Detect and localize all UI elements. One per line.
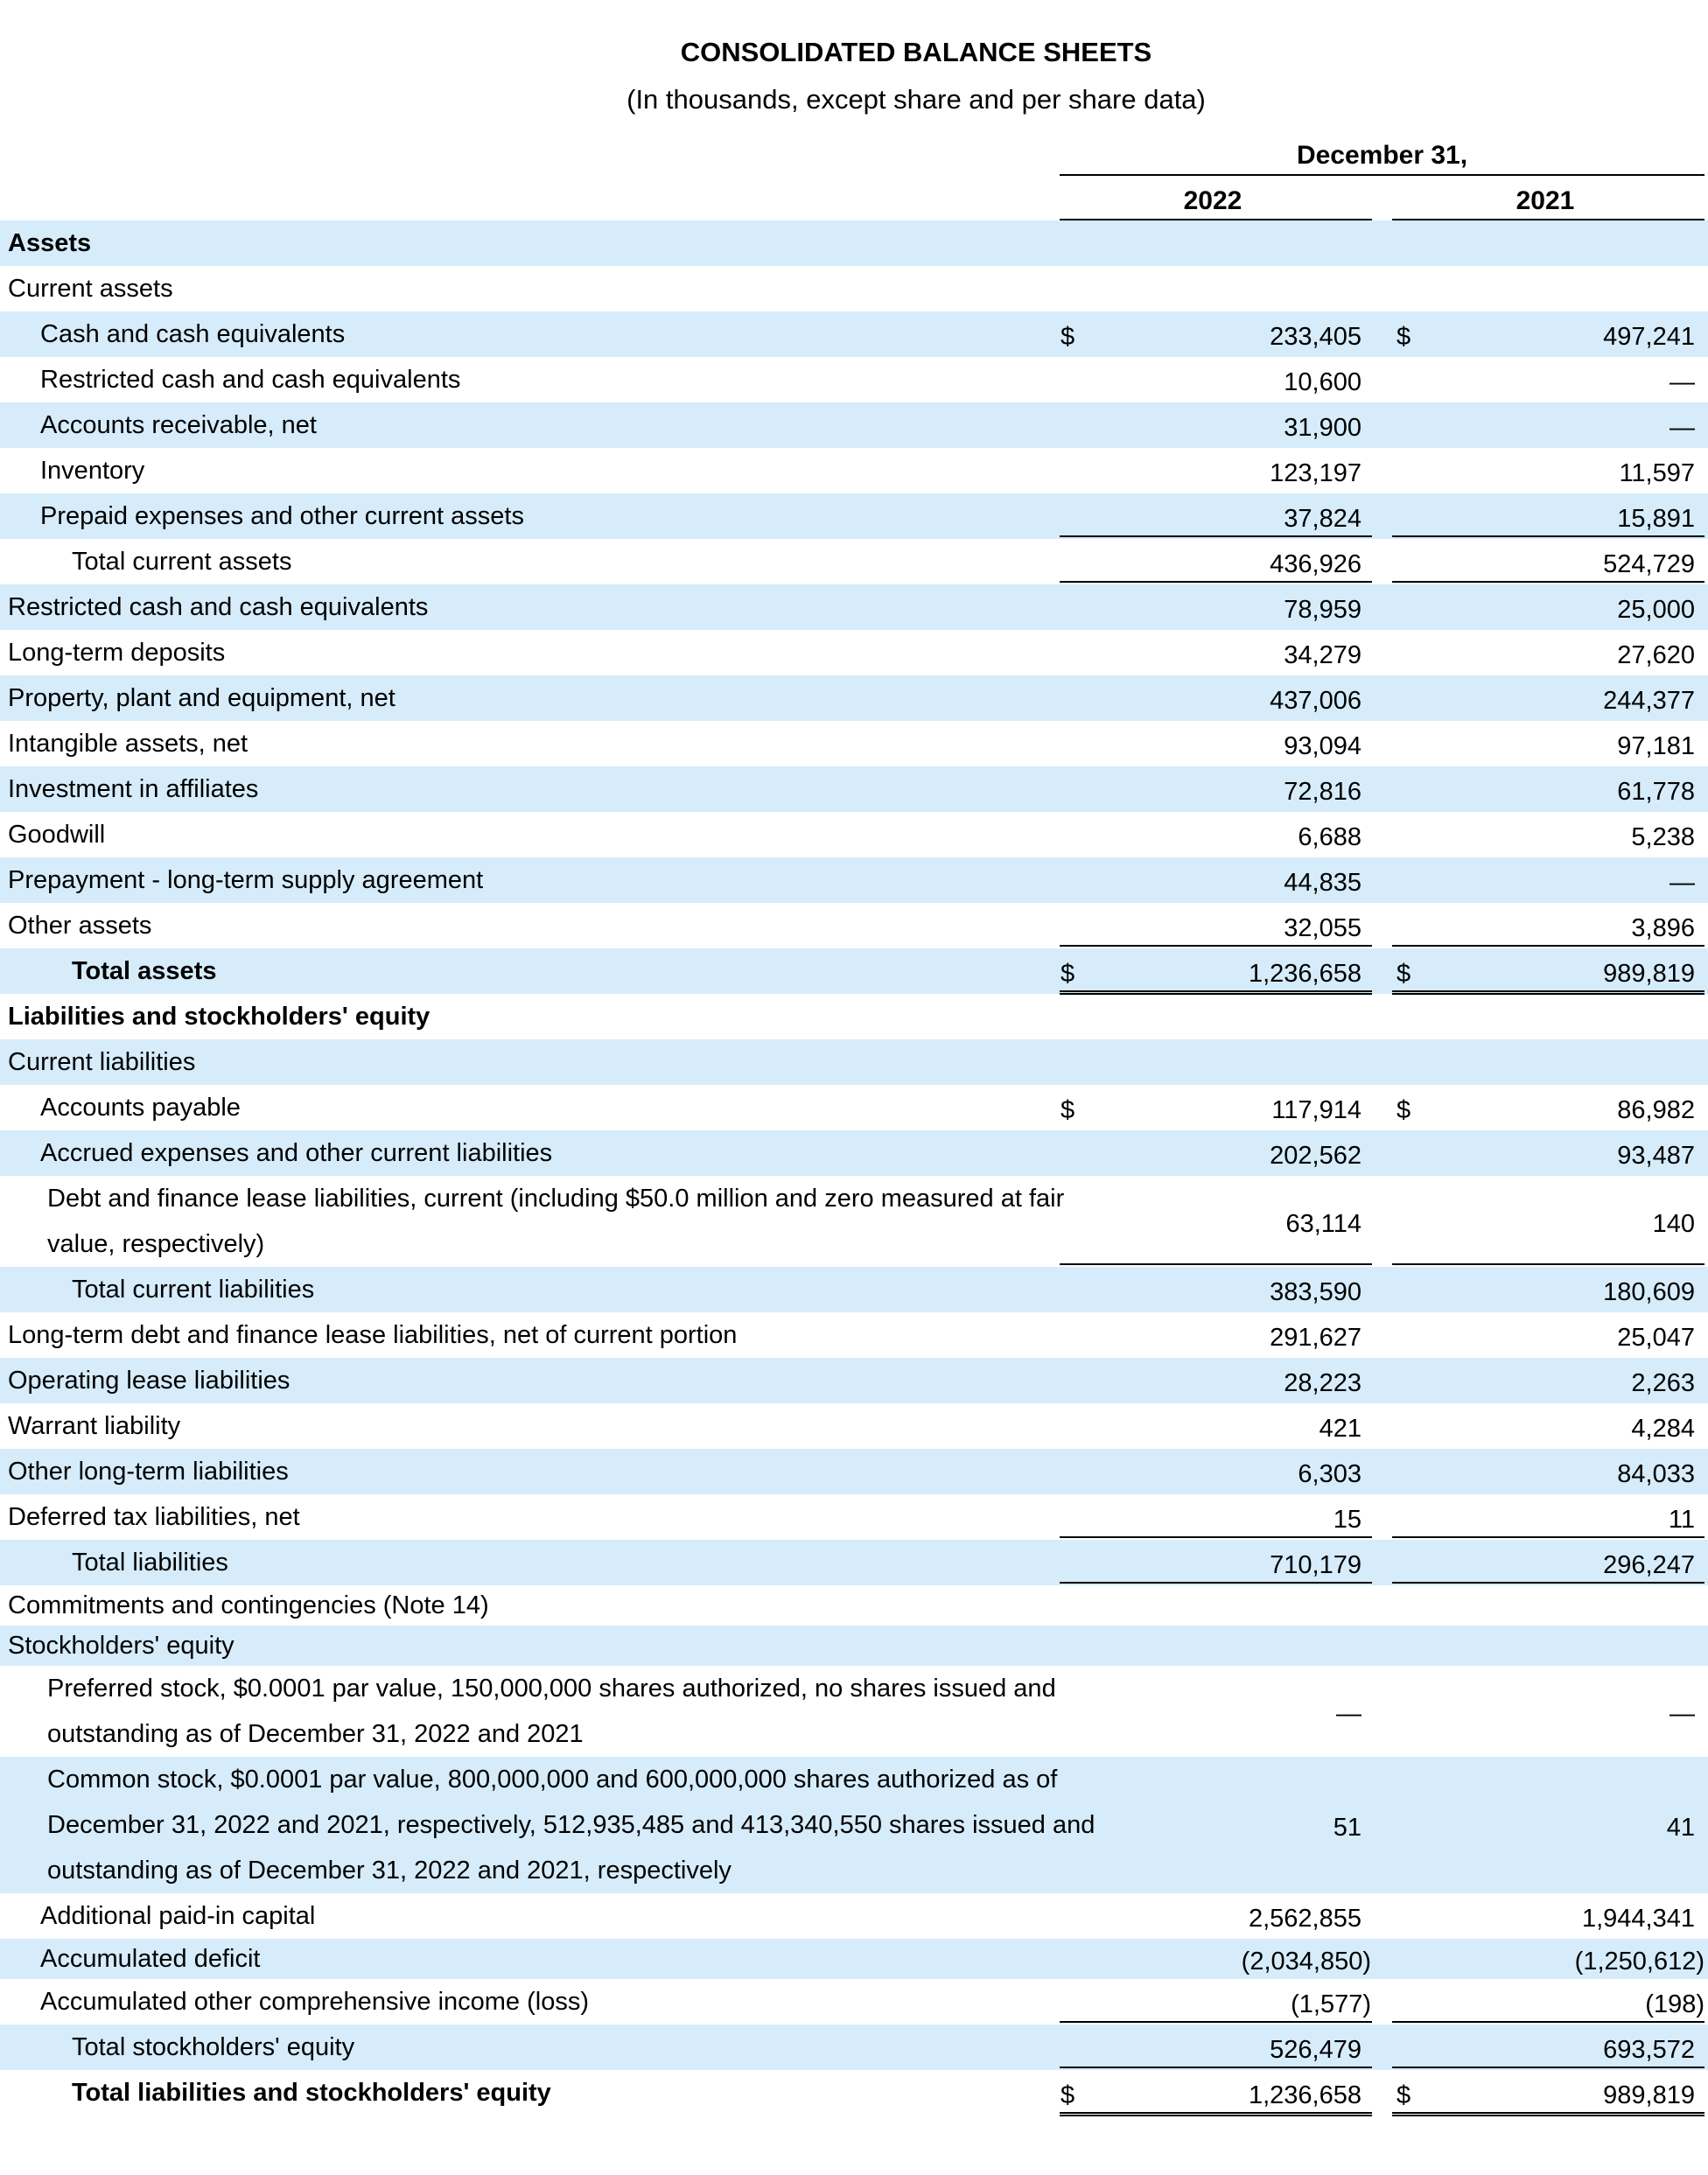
row-label-text: Inventory — [40, 457, 145, 485]
row-label-text: Total stockholders' equity — [72, 2033, 355, 2061]
table-row — [0, 675, 1708, 721]
row-label-text: Stockholders' equity — [8, 1632, 234, 1660]
row-label-text: Other long-term liabilities — [8, 1458, 289, 1486]
value-2021: — — [1670, 367, 1695, 396]
value-2022: 51 — [1333, 1813, 1362, 1842]
table-row — [0, 220, 1708, 266]
value-2022: 233,405 — [1270, 322, 1362, 351]
page-subtitle: (In thousands, except share and per share data) — [626, 84, 1206, 115]
subtotal-underline — [1392, 2067, 1704, 2068]
table-row — [0, 1176, 1708, 1267]
row-label-text: Accumulated deficit — [40, 1945, 261, 1973]
value-2022: 437,006 — [1270, 686, 1362, 715]
value-2022: 6,688 — [1298, 822, 1362, 851]
value-2022: — — [1336, 1699, 1362, 1728]
value-2021: 244,377 — [1603, 686, 1695, 715]
value-2022: 32,055 — [1284, 913, 1362, 942]
row-label-text: Commitments and contingencies (Note 14) — [8, 1591, 489, 1619]
value-2021: 296,247 — [1603, 1550, 1695, 1579]
subtotal-underline — [1060, 535, 1372, 537]
table-row — [0, 1403, 1708, 1449]
table-row — [0, 1130, 1708, 1176]
value-2021: 989,819 — [1603, 959, 1695, 988]
table-row — [0, 539, 1708, 584]
table-row — [0, 448, 1708, 493]
table-row — [0, 812, 1708, 857]
value-2021: 497,241 — [1603, 322, 1695, 351]
value-2022: 383,590 — [1270, 1277, 1362, 1306]
subtotal-underline — [1060, 2021, 1372, 2023]
value-2021: 5,238 — [1631, 822, 1695, 851]
row-label-text: Intangible assets, net — [8, 730, 248, 758]
value-2022: 10,600 — [1284, 367, 1362, 396]
value-2022: 123,197 — [1270, 458, 1362, 487]
row-label-text: Other assets — [8, 912, 152, 940]
row-label — [0, 1939, 1095, 1979]
table-row — [0, 1979, 1708, 2025]
row-label — [0, 630, 1062, 675]
value-2021: 84,033 — [1617, 1459, 1695, 1488]
row-label-text: Preferred stock, $0.0001 par value, 150,000,000 shares authorized, no shares issued and outstanding as of December 31, 2022 and 2021 — [47, 1675, 1056, 1748]
table-row — [0, 994, 1708, 1039]
value-2022: 526,479 — [1270, 2035, 1362, 2064]
row-label-text: Liabilities and stockholders' equity — [8, 1003, 430, 1031]
value-2022: 436,926 — [1270, 549, 1362, 578]
column-header-2022: 2022 — [1183, 186, 1242, 215]
value-2022: 421 — [1319, 1414, 1362, 1443]
value-2021: 41 — [1666, 1813, 1695, 1842]
row-label — [0, 1312, 1062, 1358]
value-2022: 2,562,855 — [1248, 1904, 1362, 1933]
row-label — [0, 2070, 1126, 2116]
row-label — [0, 1267, 1126, 1312]
value-2021: — — [1670, 868, 1695, 897]
row-label-text: Cash and cash equivalents — [40, 320, 346, 348]
page-title: CONSOLIDATED BALANCE SHEETS — [680, 37, 1152, 67]
currency-symbol: $ — [1060, 959, 1075, 988]
row-label — [0, 1893, 1095, 1939]
row-label — [0, 721, 1062, 766]
value-2021: 11 — [1668, 1505, 1695, 1534]
value-2022: 28,223 — [1284, 1368, 1362, 1397]
value-2022: 44,835 — [1284, 868, 1362, 897]
subtotal-underline — [1392, 581, 1704, 583]
subtotal-underline — [1392, 1536, 1704, 1538]
value-2021: 25,000 — [1617, 595, 1695, 624]
row-label — [0, 1626, 1062, 1666]
row-label-text: Current liabilities — [8, 1048, 196, 1076]
row-label — [0, 220, 1062, 266]
table-row — [0, 1449, 1708, 1494]
table-row — [0, 1267, 1708, 1312]
value-2021: 989,819 — [1603, 2081, 1695, 2109]
value-2021: 180,609 — [1603, 1277, 1695, 1306]
value-2021: 140 — [1652, 1209, 1695, 1238]
currency-symbol: $ — [1060, 322, 1075, 351]
value-2022: 6,303 — [1298, 1459, 1362, 1488]
row-label-text: Accounts payable — [40, 1094, 241, 1122]
balance-sheet-table — [0, 220, 1708, 2116]
table-row — [0, 1757, 1708, 1893]
value-2021: 86,982 — [1617, 1095, 1695, 1124]
table-row — [0, 721, 1708, 766]
row-label — [0, 994, 1062, 1039]
row-label-text: Total current liabilities — [72, 1276, 315, 1304]
table-row — [0, 1893, 1708, 1939]
value-2022: 117,914 — [1271, 1095, 1362, 1124]
row-label — [0, 1176, 1107, 1267]
currency-symbol: $ — [1396, 2081, 1411, 2109]
row-label — [0, 1757, 1107, 1893]
table-row — [0, 2025, 1708, 2070]
row-label-text: Deferred tax liabilities, net — [8, 1503, 300, 1531]
double-underline — [1060, 2112, 1372, 2116]
table-row — [0, 630, 1708, 675]
value-2022: 78,959 — [1284, 595, 1362, 624]
value-2021: 524,729 — [1603, 549, 1695, 578]
row-label — [0, 1403, 1062, 1449]
row-label-text: Restricted cash and cash equivalents — [40, 366, 461, 394]
row-label-text: Long-term debt and finance lease liabilities, net of current portion — [8, 1321, 738, 1349]
table-row — [0, 584, 1708, 630]
table-row — [0, 1666, 1708, 1757]
row-label-text: Property, plant and equipment, net — [8, 684, 396, 712]
currency-symbol: $ — [1396, 322, 1411, 351]
row-label — [0, 1449, 1062, 1494]
table-row — [0, 311, 1708, 357]
table-row — [0, 357, 1708, 402]
table-row — [0, 1358, 1708, 1403]
row-label — [0, 448, 1095, 493]
row-label — [0, 1494, 1062, 1540]
subtotal-underline — [1060, 945, 1372, 947]
table-row — [0, 1085, 1708, 1130]
value-2021: 93,487 — [1617, 1141, 1695, 1170]
value-2022: 291,627 — [1270, 1323, 1362, 1352]
row-label — [0, 1585, 1062, 1626]
value-2021: 2,263 — [1631, 1368, 1695, 1397]
row-label-text: Long-term deposits — [8, 639, 226, 667]
table-row — [0, 766, 1708, 812]
double-underline — [1392, 2112, 1704, 2116]
row-label-text: Total liabilities — [72, 1549, 228, 1577]
value-2021: (198) — [1645, 1990, 1704, 2018]
subtotal-underline — [1392, 2021, 1704, 2023]
value-2022: 34,279 — [1284, 640, 1362, 669]
subtotal-underline — [1392, 1263, 1704, 1265]
row-label — [0, 675, 1062, 721]
row-label-text: Debt and finance lease liabilities, current (including $50.0 million and zero measured at fair value, respectively) — [47, 1185, 1065, 1258]
row-label-text: Prepayment - long-term supply agreement — [8, 866, 484, 894]
row-label-text: Prepaid expenses and other current assets — [40, 502, 524, 530]
value-2022: 710,179 — [1270, 1550, 1362, 1579]
row-label — [0, 1130, 1095, 1176]
value-2021: 25,047 — [1617, 1323, 1695, 1352]
table-row — [0, 857, 1708, 903]
row-label-text: Accrued expenses and other current liabilities — [40, 1139, 553, 1167]
row-label-text: Additional paid-in capital — [40, 1902, 316, 1930]
value-2022: 15 — [1333, 1505, 1362, 1534]
value-2022: 63,114 — [1285, 1209, 1362, 1238]
row-label-text: Total current assets — [72, 548, 292, 576]
row-label-text: Investment in affiliates — [8, 775, 259, 803]
column-header-2021: 2021 — [1516, 186, 1575, 215]
table-row — [0, 1540, 1708, 1585]
row-label-text: Assets — [8, 229, 92, 257]
row-label — [0, 584, 1062, 630]
value-2022: (2,034,850) — [1241, 1947, 1371, 1976]
row-label-text: Current assets — [8, 275, 173, 303]
value-2022: 72,816 — [1284, 777, 1362, 806]
subtotal-underline — [1392, 1582, 1704, 1584]
row-label — [0, 1358, 1062, 1403]
row-label-text: Accounts receivable, net — [40, 411, 317, 439]
value-2021: 27,620 — [1617, 640, 1695, 669]
row-label — [0, 1540, 1126, 1585]
value-2022: 93,094 — [1284, 731, 1362, 760]
row-label — [0, 266, 1062, 311]
row-label-text: Restricted cash and cash equivalents — [8, 593, 429, 621]
row-label-text: Goodwill — [8, 821, 106, 849]
value-2022: 1,236,658 — [1248, 2081, 1362, 2109]
value-2022: 31,900 — [1284, 413, 1362, 442]
row-label-text: Warrant liability — [8, 1412, 181, 1440]
subtotal-underline — [1392, 945, 1704, 947]
row-label — [0, 948, 1126, 994]
value-2022: (1,577) — [1291, 1990, 1371, 2018]
subtotal-underline — [1060, 1582, 1372, 1584]
row-label — [0, 1085, 1095, 1130]
value-2022: 37,824 — [1284, 504, 1362, 533]
table-row — [0, 402, 1708, 448]
currency-symbol: $ — [1396, 959, 1411, 988]
row-label — [0, 402, 1095, 448]
row-label — [0, 1039, 1062, 1085]
period-header-rule — [1060, 174, 1704, 176]
row-label — [0, 857, 1062, 903]
row-label-text: Total liabilities and stockholders' equity — [72, 2079, 551, 2107]
table-row — [0, 948, 1708, 994]
subtotal-underline — [1060, 581, 1372, 583]
table-row — [0, 493, 1708, 539]
table-row — [0, 1626, 1708, 1666]
subtotal-underline — [1060, 1536, 1372, 1538]
table-row — [0, 1585, 1708, 1626]
row-label — [0, 1666, 1107, 1757]
table-row — [0, 1939, 1708, 1979]
currency-symbol: $ — [1060, 2081, 1075, 2109]
table-row — [0, 1312, 1708, 1358]
row-label-text: Operating lease liabilities — [8, 1367, 290, 1395]
row-label — [0, 493, 1095, 539]
value-2021: 1,944,341 — [1581, 1904, 1695, 1933]
currency-symbol: $ — [1396, 1095, 1411, 1124]
row-label-text: Total assets — [72, 957, 217, 985]
row-label — [0, 539, 1126, 584]
value-2021: 11,597 — [1619, 458, 1695, 487]
period-header: December 31, — [1296, 141, 1468, 170]
value-2021: 97,181 — [1617, 731, 1695, 760]
row-label — [0, 1979, 1095, 2025]
row-label — [0, 766, 1062, 812]
table-row — [0, 1039, 1708, 1085]
currency-symbol: $ — [1060, 1095, 1075, 1124]
row-label — [0, 812, 1062, 857]
value-2022: 202,562 — [1270, 1141, 1362, 1170]
value-2021: 693,572 — [1603, 2035, 1695, 2064]
value-2021: — — [1670, 1699, 1695, 1728]
value-2021: 15,891 — [1617, 504, 1695, 533]
row-label-text: Accumulated other comprehensive income (loss) — [40, 1988, 589, 2016]
subtotal-underline — [1060, 1263, 1372, 1265]
value-2021: — — [1670, 413, 1695, 442]
table-row — [0, 1494, 1708, 1540]
subtotal-underline — [1392, 535, 1704, 537]
subtotal-underline — [1060, 2067, 1372, 2068]
table-row — [0, 903, 1708, 948]
value-2022: 1,236,658 — [1248, 959, 1362, 988]
row-label — [0, 311, 1095, 357]
table-row — [0, 2070, 1708, 2116]
value-2021: 3,896 — [1631, 913, 1695, 942]
row-label — [0, 2025, 1126, 2070]
value-2021: 61,778 — [1617, 777, 1695, 806]
row-label — [0, 357, 1095, 402]
value-2021: (1,250,612) — [1574, 1947, 1704, 1976]
row-label — [0, 903, 1062, 948]
table-row — [0, 266, 1708, 311]
row-label-text: Common stock, $0.0001 par value, 800,000,000 and 600,000,000 shares authorized as of December 31, 2022 and 2021, respectively, 512,935,485 and 413,340,550 shares issued and outstanding as of December 31, 2022 and 2021, respectively — [47, 1766, 1096, 1885]
value-2021: 4,284 — [1631, 1414, 1695, 1443]
